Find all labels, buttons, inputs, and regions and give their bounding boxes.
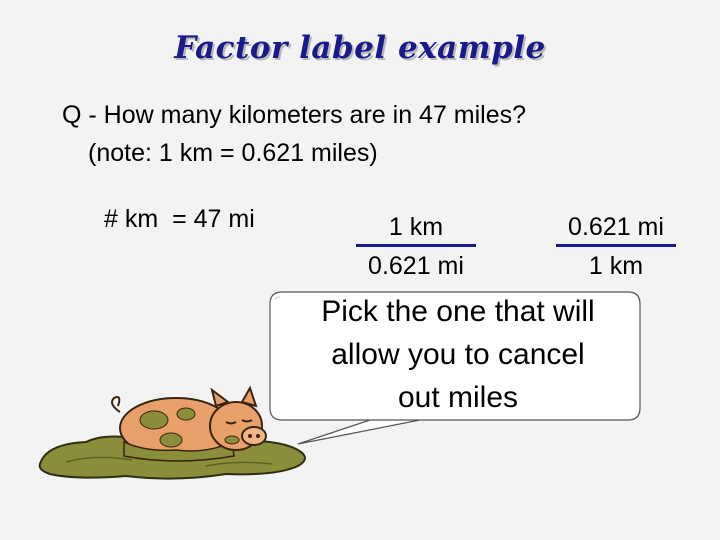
callout-line: out miles	[397, 381, 519, 414]
conversion-note: (note: 1 km = 0.621 miles)	[88, 139, 378, 167]
callout-line: allow you to cancel	[331, 338, 585, 371]
slide-title: Factor label example	[174, 30, 546, 66]
fraction-numerator: 0.621 mi	[568, 213, 664, 241]
fraction-numerator: 1 km	[388, 213, 444, 241]
equation-left-side: # km = 47 mi	[104, 205, 255, 233]
fraction-denominator: 0.621 mi	[368, 252, 464, 280]
fraction-denominator: 1 km	[588, 252, 644, 280]
pig-in-mud-icon	[36, 370, 326, 490]
question-line: Q - How many kilometers are in 47 miles?	[62, 101, 527, 129]
callout-line: Pick the one that will	[321, 295, 595, 328]
callout-text	[276, 290, 640, 419]
